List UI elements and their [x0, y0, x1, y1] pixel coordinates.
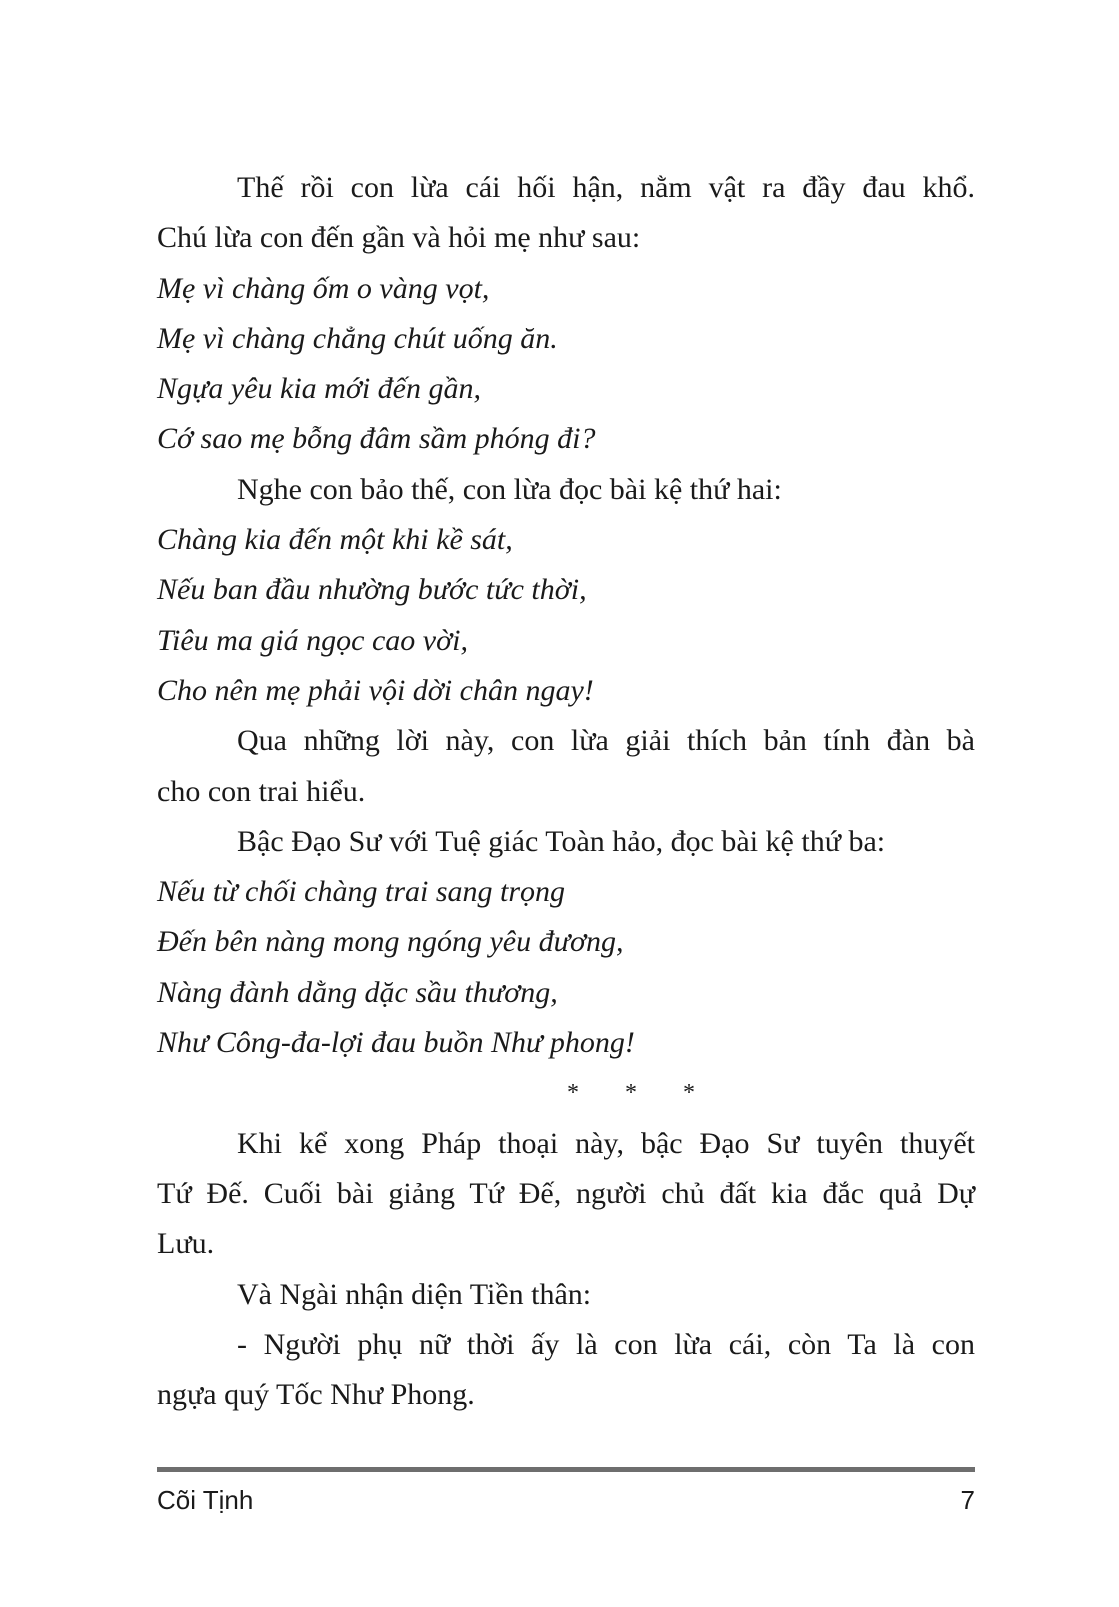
- book-title: Cõi Tịnh: [157, 1485, 254, 1515]
- page-body: [157, 163, 975, 1420]
- prose-line: cho con trai hiểu.: [157, 774, 366, 808]
- prose-line: Qua những lời này, con lừa giải thích bản tính đàn bà: [237, 724, 975, 758]
- verse-line: Cho nên mẹ phải vội dời chân ngay!: [157, 673, 594, 707]
- prose-line: Tứ Đế. Cuối bài giảng Tứ Đế, người chủ đất kia đắc quả Dự: [157, 1176, 975, 1210]
- verse-line: Chàng kia đến một khi kề sát,: [157, 523, 513, 557]
- prose-line: Lưu.: [157, 1227, 215, 1261]
- verse-line: Ngựa yêu kia mới đến gần,: [157, 372, 481, 406]
- page-footer: [157, 1480, 975, 1520]
- prose-line: Và Ngài nhận diện Tiền thân:: [237, 1277, 592, 1311]
- verse-line: Nàng đành dằng dặc sầu thương,: [157, 975, 558, 1009]
- prose-line: Chú lừa con đến gần và hỏi mẹ như sau:: [157, 221, 641, 255]
- prose-line: Bậc Đạo Sư với Tuệ giác Toàn hảo, đọc bài kệ thứ ba:: [237, 824, 886, 858]
- page-number: 7: [960, 1485, 975, 1515]
- verse-line: Tiêu ma giá ngọc cao vời,: [157, 623, 468, 657]
- prose-line: Khi kể xong Pháp thoại này, bậc Đạo Sư tuyên thuyết: [237, 1126, 975, 1160]
- prose-line: ngựa quý Tốc Như Phong.: [157, 1378, 475, 1412]
- verse-line: Như Công-đa-lợi đau buồn Như phong!: [157, 1026, 635, 1060]
- verse-line: Cớ sao mẹ bỗng đâm sầm phóng đi?: [157, 422, 596, 456]
- prose-line: Nghe con bảo thế, con lừa đọc bài kệ thứ hai:: [237, 472, 782, 506]
- verse-line: Nếu ban đầu nhường bước tức thời,: [157, 573, 587, 607]
- verse-line: Nếu từ chối chàng trai sang trọng: [157, 875, 566, 909]
- footer-divider: [157, 1467, 975, 1472]
- verse-line: Mẹ vì chàng ốm o vàng vọt,: [157, 271, 490, 305]
- verse-line: Mẹ vì chàng chẳng chút uống ăn.: [157, 321, 558, 355]
- section-separator: * * *: [567, 1080, 715, 1107]
- prose-line: Thế rồi con lừa cái hối hận, nằm vật ra đầy đau khổ.: [237, 171, 975, 204]
- verse-line: Đến bên nàng mong ngóng yêu đương,: [157, 925, 624, 959]
- prose-line: - Người phụ nữ thời ấy là con lừa cái, còn Ta là con: [237, 1327, 975, 1361]
